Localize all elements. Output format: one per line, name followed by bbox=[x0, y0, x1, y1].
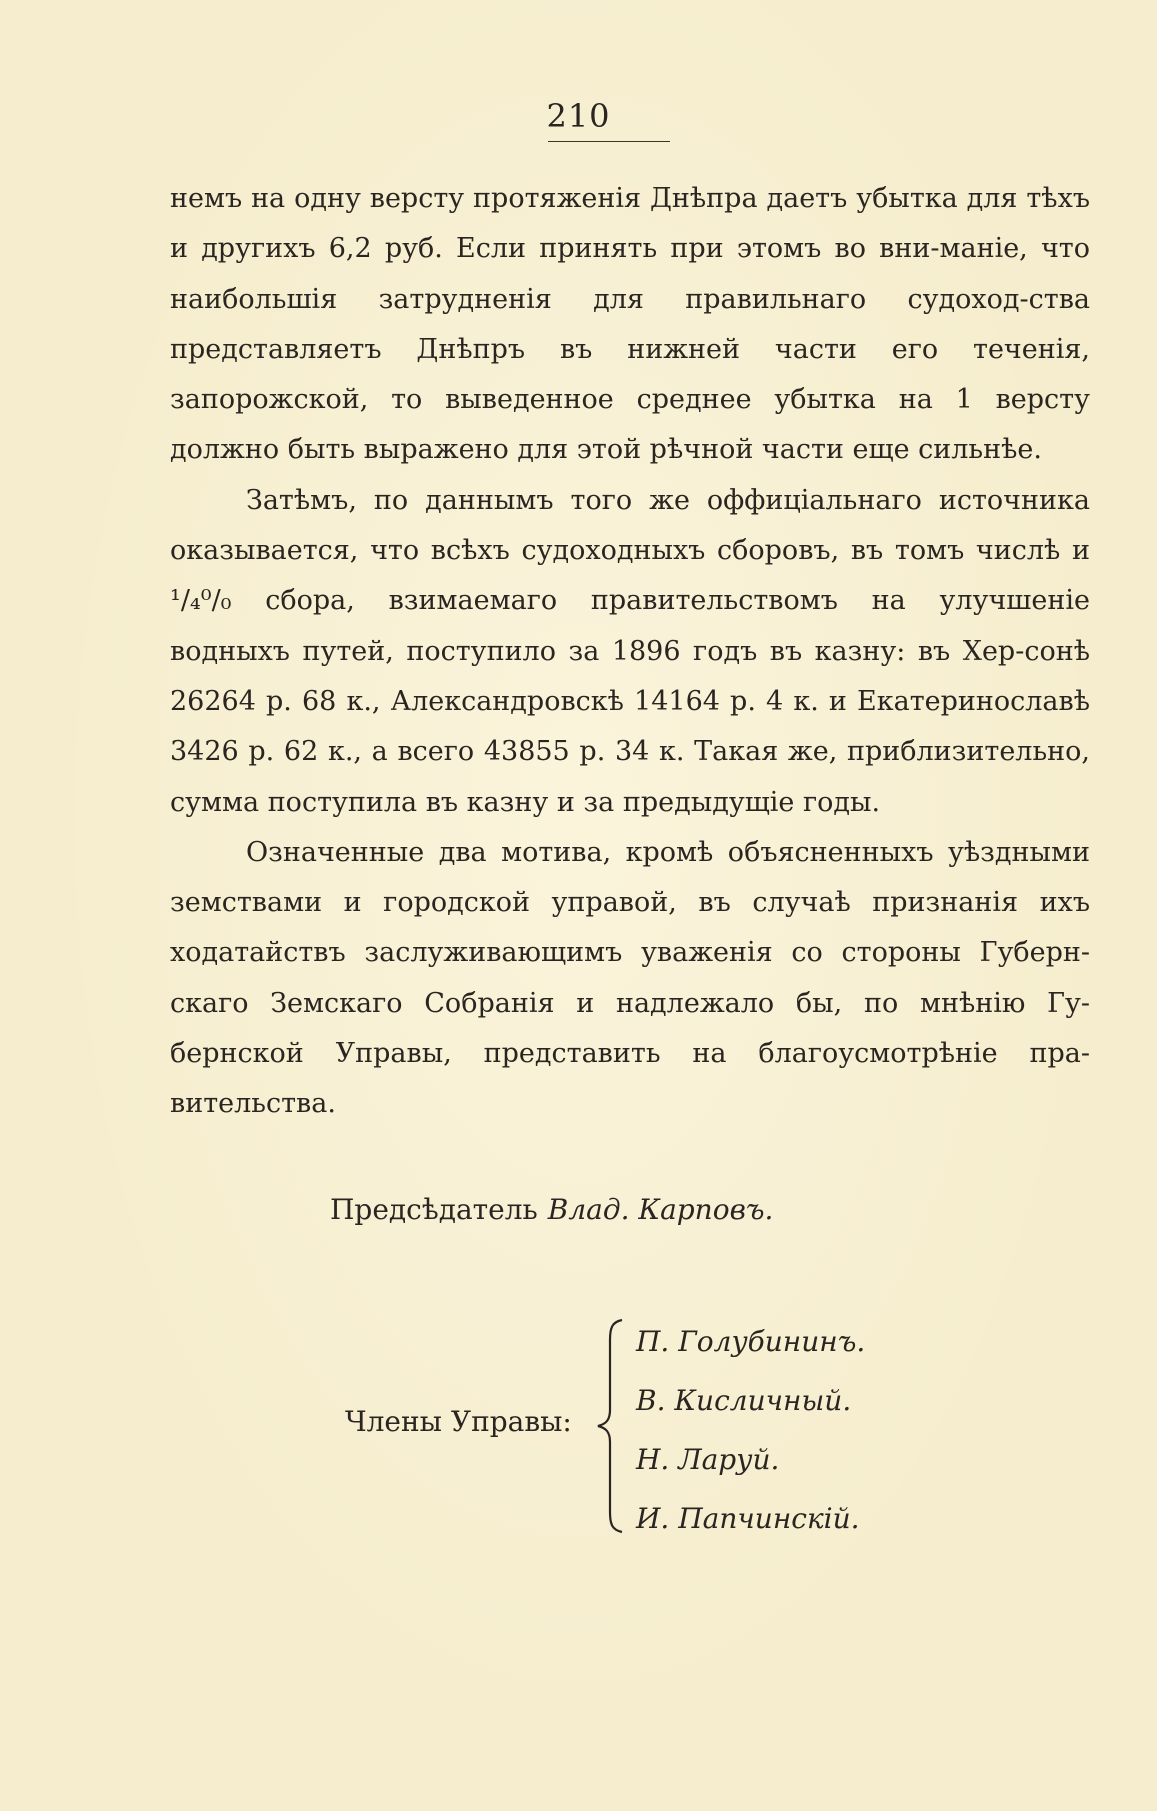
page-number-rule bbox=[548, 141, 670, 142]
member-name: П. Голубининъ. bbox=[636, 1325, 866, 1358]
member-name: Н. Ларуй. bbox=[636, 1443, 780, 1476]
members-list bbox=[636, 1312, 865, 1548]
paragraph-2: Затѣмъ, по даннымъ того же оффиціальнаго источника оказывается, что всѣхъ судоходныхъ сборовъ, въ томъ числѣ и ¹/₄⁰/₀ сбора, взимаемаго правительствомъ на улучшеніе водныхъ путей, поступило за 1896 годъ въ казну: въ Хер-сонѣ 26264 р. 68 к., Александровскѣ 14164 р. 4 к. и Екатеринославѣ 3426 р. 62 к., а всего 43855 р. 34 к. Такая же, приблизительно, сумма поступила въ казну и за предыдущіе годы. bbox=[170, 484, 1090, 818]
member-name: И. Папчинскій. bbox=[636, 1502, 860, 1535]
body-text bbox=[170, 174, 1090, 1130]
chairman-name: Влад. Карповъ. bbox=[547, 1193, 774, 1226]
paragraph-3: Означенные два мотива, кромѣ объясненныхъ уѣздными земствами и городской управой, въ случаѣ признанія ихъ ходатайствъ заслуживающимъ уваженія со стороны Губерн-скаго Земскаго Собранія и надлежало бы, по мнѣнію Гу-бернской Управы, представить на благоусмотрѣніе пра-вительства. bbox=[170, 836, 1090, 1120]
member-name: В. Кисличный. bbox=[636, 1384, 852, 1417]
members-brace bbox=[592, 1318, 626, 1534]
chairman-label: Предсѣдатель bbox=[330, 1193, 538, 1226]
chairman-signature bbox=[330, 1193, 773, 1226]
paragraph-1: немъ на одну версту протяженія Днѣпра даетъ убытка для тѣхъ и другихъ 6,2 руб. Если принять при этомъ во вни-маніе, что наибольшія затрудненія для правильнаго судоход-ства представляетъ Днѣпръ въ нижней части его теченія, запорожской, то выведенное среднее убытка на 1 версту должно быть выражено для этой рѣчной части еще сильнѣе. bbox=[170, 183, 1090, 466]
members-label: Члены Управы: bbox=[345, 1405, 572, 1438]
page-number: 210 bbox=[546, 97, 611, 135]
